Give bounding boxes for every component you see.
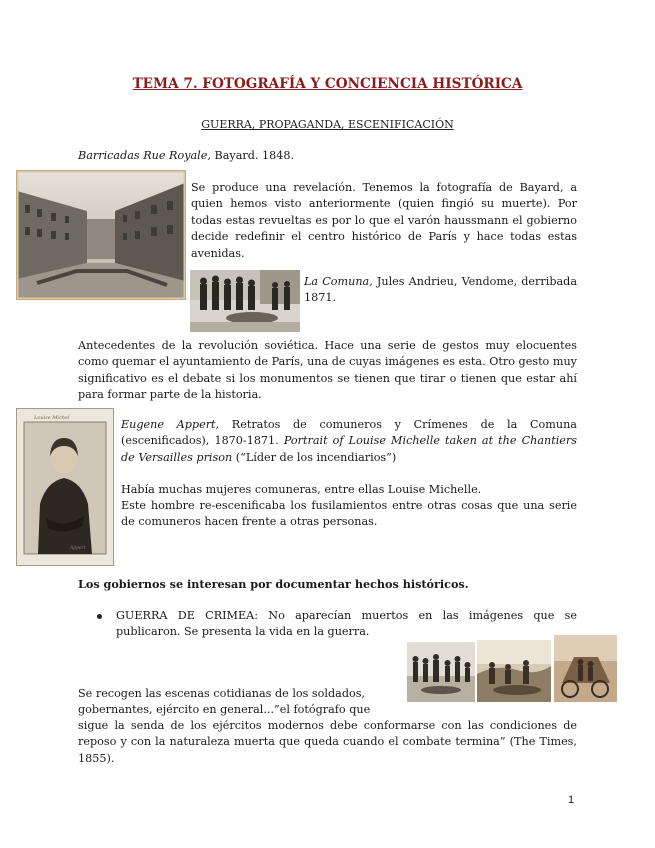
appert-text-1: Retratos de comuneros y Crímenes de la Comuna (escenificados), 1870-1871. xyxy=(121,418,577,448)
bullet-crimea-text: GUERRA DE CRIMEA: No aparecían muertos en las imágenes que se publicaron. Se presenta la vida en la guerra. xyxy=(116,609,577,639)
svg-text:Louise Michel: Louise Michel xyxy=(34,415,70,421)
bullet-dot-icon xyxy=(97,614,102,619)
crimea-photo-3 xyxy=(554,635,617,702)
svg-text:Appert: Appert xyxy=(70,546,86,551)
bullet-crimea xyxy=(116,608,577,641)
barricadas-caption xyxy=(78,148,294,164)
louise-michelle-portrait xyxy=(16,408,114,566)
document-subtitle: GUERRA, PROPAGANDA, ESCENIFICACIÓN xyxy=(201,118,454,131)
la-comuna-caption-italic: La Comuna, xyxy=(304,275,373,288)
document-title: TEMA 7. FOTOGRAFÍA Y CONCIENCIA HISTÓRICA xyxy=(132,76,523,92)
paragraph-final-line1: Se recogen las escenas cotidianas de los soldados, xyxy=(78,687,366,700)
paragraph-final-line2: gobernantes, ejército en general...”el fotógrafo que xyxy=(78,703,371,716)
appert-italic-1: Eugene Appert, xyxy=(121,418,220,431)
bullet-list xyxy=(116,608,577,641)
la-comuna-caption xyxy=(304,274,577,307)
la-comuna-caption-rest: Jules Andrieu, Vendome, derribada 1871. xyxy=(304,275,577,305)
appert-caption xyxy=(121,417,577,466)
crimea-photo-1 xyxy=(407,642,475,702)
appert-paragraph-line1: Había muchas mujeres comuneras, entre ellas Louise Michelle. xyxy=(121,483,482,496)
paragraph-antecedentes: Antecedentes de la revolución soviética. Hace una serie de gestos muy elocuentes como quemar el ayuntamiento de París, una de cuyas imágenes es esta. Otro gesto muy significativo es el debate si los monumentos se tienen que tirar o tienen que estar ahí para formar parte de la historia. xyxy=(78,339,577,402)
page-number: 1 xyxy=(568,794,575,806)
crimea-photo-2 xyxy=(477,640,551,702)
barricadas-caption-rest: Bayard. 1848. xyxy=(210,149,295,162)
paragraph-bayard: Se produce una revelación. Tenemos la fotografía de Bayard, a quien hemos visto anteriormente (quien fingió su muerte). Por todas estas revueltas es por lo que el varón haussmann el gobierno decide redefinir el centro histórico de París y hace todas estas avenidas. xyxy=(191,181,577,260)
barricadas-caption-italic: Barricadas Rue Royale, xyxy=(78,149,211,162)
appert-text-2: (“Líder de los incendiarios”) xyxy=(232,450,397,464)
section-heading: Los gobiernos se interesan por documentar hechos históricos. xyxy=(78,577,469,591)
paragraph-final-rest: sigue la senda de los ejércitos modernos debe conformarse con las condiciones de reposo y con la naturaleza muerta que queda cuando el combate termina” (The Times, 1855). xyxy=(78,719,577,765)
la-comuna-photo xyxy=(190,270,300,332)
appert-paragraph-rest: Este hombre re-escenificaba los fusilamientos entre otras cosas que una serie de comuneros hacen frente a otras personas. xyxy=(121,499,577,529)
barricadas-photo xyxy=(16,170,186,300)
appert-italic-2: Portrait of Louise Michelle taken at the Chantiers de Versailles prison xyxy=(121,434,577,464)
